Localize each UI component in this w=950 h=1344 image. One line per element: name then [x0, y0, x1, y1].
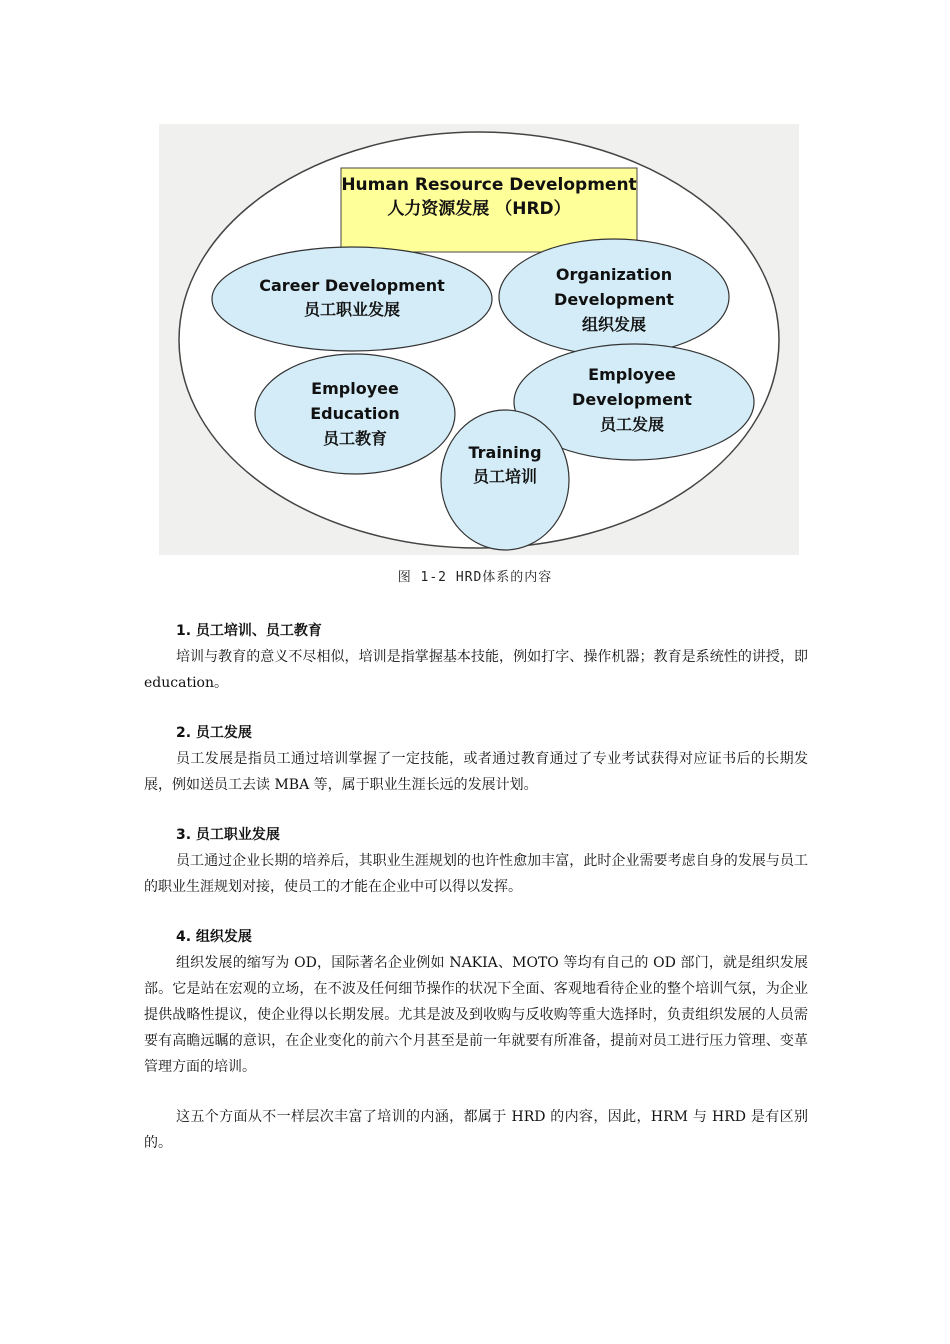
hrd-diagram: [159, 124, 799, 555]
section-training-education: [144, 618, 808, 696]
hrd-diagram-svg: [159, 124, 799, 555]
section-paragraph: 员工发展是指员工通过培训掌握了一定技能，或者通过教育通过了专业考试获得对应证书后的长期发展，例如送员工去读 MBA 等，属于职业生涯长远的发展计划。: [144, 751, 808, 793]
section-heading: 3. 员工职业发展: [176, 827, 280, 843]
emp-line2: Development: [572, 390, 692, 409]
org-line3: 组织发展: [581, 315, 647, 334]
edu-line1: Employee: [311, 379, 399, 398]
section-organization-development: [144, 924, 808, 1080]
hrd-title-en: Human Resource Development: [341, 175, 637, 195]
org-line1: Organization: [555, 265, 673, 284]
edu-line2: Education: [310, 404, 400, 423]
org-line2: Development: [554, 290, 674, 309]
section-heading: 1. 员工培训、员工教育: [176, 623, 322, 639]
training-line2: 员工培训: [472, 467, 538, 486]
career-development-ellipse: [212, 247, 492, 351]
section-career-development: [144, 822, 808, 900]
section-paragraph: 员工通过企业长期的培养后，其职业生涯规划的也许性愈加丰富，此时企业需要考虑自身的发展与员工的职业生涯规划对接，使员工的才能在企业中可以得以发挥。: [144, 853, 808, 895]
edu-line3: 员工教育: [322, 429, 388, 448]
section-heading: 4. 组织发展: [176, 929, 252, 945]
figure-caption: 图 1-2 HRD体系的内容: [397, 570, 553, 585]
section-paragraph: 组织发展的缩写为 OD，国际著名企业例如 NAKIA、MOTO 等均有自己的 OD 部门，就是组织发展部。它是站在宏观的立场，在不波及任何细节操作的状况下全面、客观地看待企业的整个培训气氛，为企业提供战略性提议，使企业得以长期发展。尤其是波及到收购与反收购等重大选择时，负责组织发展的人员需要有高瞻远瞩的意识，在企业变化的前六个月甚至是前一年就要有所准备，提前对员工进行压力管理、变革管理方面的培训。: [144, 955, 808, 1075]
emp-line1: Employee: [588, 365, 676, 384]
section-heading: 2. 员工发展: [176, 725, 252, 741]
closing-paragraph: 这五个方面从不一样层次丰富了培训的内涵，都属于 HRD 的内容，因此，HRM 与 HRD 是有区别的。: [144, 1109, 808, 1151]
career-line1: Career Development: [259, 276, 445, 295]
hrd-title-zh: 人力资源发展 （HRD）: [387, 199, 571, 219]
emp-line3: 员工发展: [599, 415, 665, 434]
career-line2: 员工职业发展: [303, 300, 401, 319]
section-paragraph: 培训与教育的意义不尽相似，培训是指掌握基本技能，例如打字、操作机器；教育是系统性的讲授，即 education。: [144, 649, 808, 691]
training-line1: Training: [468, 443, 542, 462]
document-body: [144, 618, 808, 1156]
section-employee-development: [144, 720, 808, 798]
